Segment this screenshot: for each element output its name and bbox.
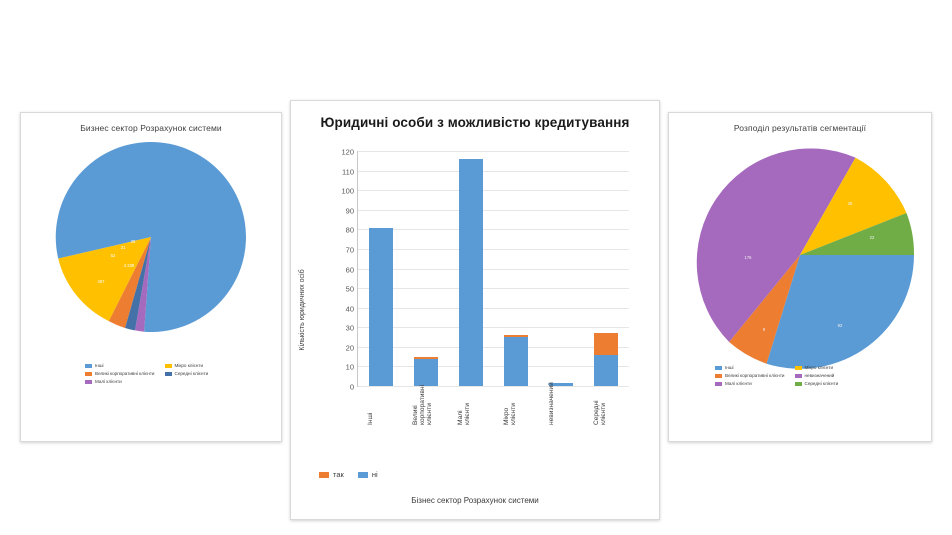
y-tick-50: 50 (345, 284, 354, 294)
legend-item-tak[interactable] (319, 470, 344, 479)
legend-swatch-icon (715, 374, 722, 378)
left-pie-label-2: 52 (110, 253, 116, 258)
right-pie-graphic (680, 135, 920, 375)
legend-swatch-icon (795, 366, 802, 370)
legend-label: Великі корпоративні клієнти (95, 371, 155, 376)
right-pie-title: Розподіл результатів сегментації (733, 123, 867, 133)
right-pie-label-2: 39 (847, 201, 853, 206)
right-pie-legend (715, 365, 838, 386)
legend-swatch-icon (319, 472, 329, 478)
legend-item-seredni[interactable] (795, 381, 839, 386)
left-pie-legend (85, 363, 208, 384)
center-bar-legend (319, 470, 378, 479)
legend-swatch-icon (715, 382, 722, 386)
bar-column-velyki[interactable] (414, 151, 438, 386)
legend-label: Малі клієнти (725, 381, 752, 386)
right-pie-svg (680, 135, 920, 375)
legend-item-inshi[interactable] (85, 363, 155, 368)
center-bar-chart-panel (290, 100, 660, 520)
legend-label: Інші (95, 363, 104, 368)
legend-label: невизначений (804, 373, 835, 378)
right-pie-label-0: 92 (837, 323, 843, 328)
left-pie-title: Бизнес сектор Розрахунок системи (80, 123, 222, 133)
legend-swatch-icon (85, 372, 92, 376)
left-pie-graphic (51, 137, 251, 337)
legend-item-ni[interactable] (358, 470, 378, 479)
left-pie-label-1: 467 (97, 279, 105, 284)
bar-segment-ni (459, 159, 483, 386)
bar-segment-ni (594, 355, 618, 386)
bar-column-mali[interactable] (459, 151, 483, 386)
bar-series-group (358, 151, 629, 386)
x-tick-label-2: Малі клієнти (457, 403, 472, 425)
legend-swatch-icon (165, 364, 172, 368)
left-pie-slice-inshi (144, 142, 246, 332)
legend-label: Мікро клієнти (804, 365, 834, 370)
bar-segment-ni (414, 359, 438, 386)
bar-column-inshi[interactable] (369, 151, 393, 386)
left-pie-chart-panel (20, 112, 282, 442)
legend-label: Інші (725, 365, 734, 370)
legend-swatch-icon (715, 366, 722, 370)
legend-item-nevyznachenyi[interactable] (795, 373, 839, 378)
bar-plot-area (335, 147, 635, 427)
legend-label: так (333, 470, 344, 479)
y-axis-title: Кількість юридичних осіб (299, 269, 306, 351)
left-pie-label-4: 28 (130, 239, 136, 244)
legend-swatch-icon (358, 472, 368, 478)
y-tick-20: 20 (345, 343, 354, 353)
legend-swatch-icon (795, 374, 802, 378)
y-tick-100: 100 (341, 186, 354, 196)
y-tick-80: 80 (345, 225, 354, 235)
y-tick-60: 60 (345, 265, 354, 274)
legend-item-mali[interactable] (715, 381, 785, 386)
legend-label: Середні клієнти (174, 371, 209, 376)
y-tick-70: 70 (345, 245, 354, 255)
center-bar-title: Юридичні особи з можливістю кредитування (320, 115, 630, 130)
legend-label: Малі клієнти (95, 379, 122, 384)
right-pie-label-4: 9 (762, 327, 766, 332)
legend-swatch-icon (795, 382, 802, 386)
x-tick-label-1: Великі корпоративні клієнти (411, 384, 433, 425)
y-tick-110: 110 (342, 167, 354, 177)
right-pie-label-3: 22 (869, 235, 875, 240)
bar-plot (341, 147, 629, 392)
legend-label: Мікро клієнти (174, 363, 204, 368)
legend-label: Середні клієнти (804, 381, 839, 386)
legend-item-seredni[interactable] (165, 371, 209, 376)
bar-column-mikro[interactable] (504, 151, 528, 386)
right-pie-chart-panel (668, 112, 932, 442)
bar-column-seredni[interactable] (594, 151, 618, 386)
left-pie-label-0: 4 338 (123, 263, 135, 268)
legend-item-mikro[interactable] (795, 365, 839, 370)
legend-swatch-icon (85, 364, 92, 368)
y-tick-90: 90 (345, 206, 354, 216)
x-tick-label-5: Середні клієнти (593, 400, 608, 425)
left-pie-label-3: 31 (120, 245, 126, 250)
x-axis-title: Бізнес сектор Розрахунок системи (411, 496, 539, 505)
y-tick-0: 0 (349, 382, 354, 392)
bar-column-nevyznachenyi[interactable] (549, 151, 573, 386)
bar-segment-ni (369, 228, 393, 386)
legend-item-velyki[interactable] (85, 371, 155, 376)
x-tick-labels (357, 382, 629, 427)
y-tick-30: 30 (345, 323, 354, 333)
legend-item-inshi[interactable] (715, 365, 785, 370)
legend-swatch-icon (85, 380, 92, 384)
legend-label: ні (371, 470, 378, 479)
bar-segment-tak (594, 333, 618, 355)
y-tick-120: 120 (341, 147, 354, 157)
left-pie-svg (51, 137, 251, 337)
legend-item-mali[interactable] (85, 379, 155, 384)
legend-swatch-icon (165, 372, 172, 376)
right-pie-label-1: 176 (744, 255, 752, 260)
x-tick-label-0: Інші (366, 412, 374, 425)
y-tick-40: 40 (345, 304, 354, 314)
legend-item-mikro[interactable] (165, 363, 209, 368)
y-tick-10: 10 (345, 362, 354, 372)
x-tick-label-4: невизначений (547, 382, 555, 425)
legend-label: Великі корпоративні клієнти (725, 373, 785, 378)
bar-segment-ni (504, 337, 528, 386)
legend-item-velyki[interactable] (715, 373, 785, 378)
x-tick-label-3: Мікро клієнти (502, 403, 517, 425)
